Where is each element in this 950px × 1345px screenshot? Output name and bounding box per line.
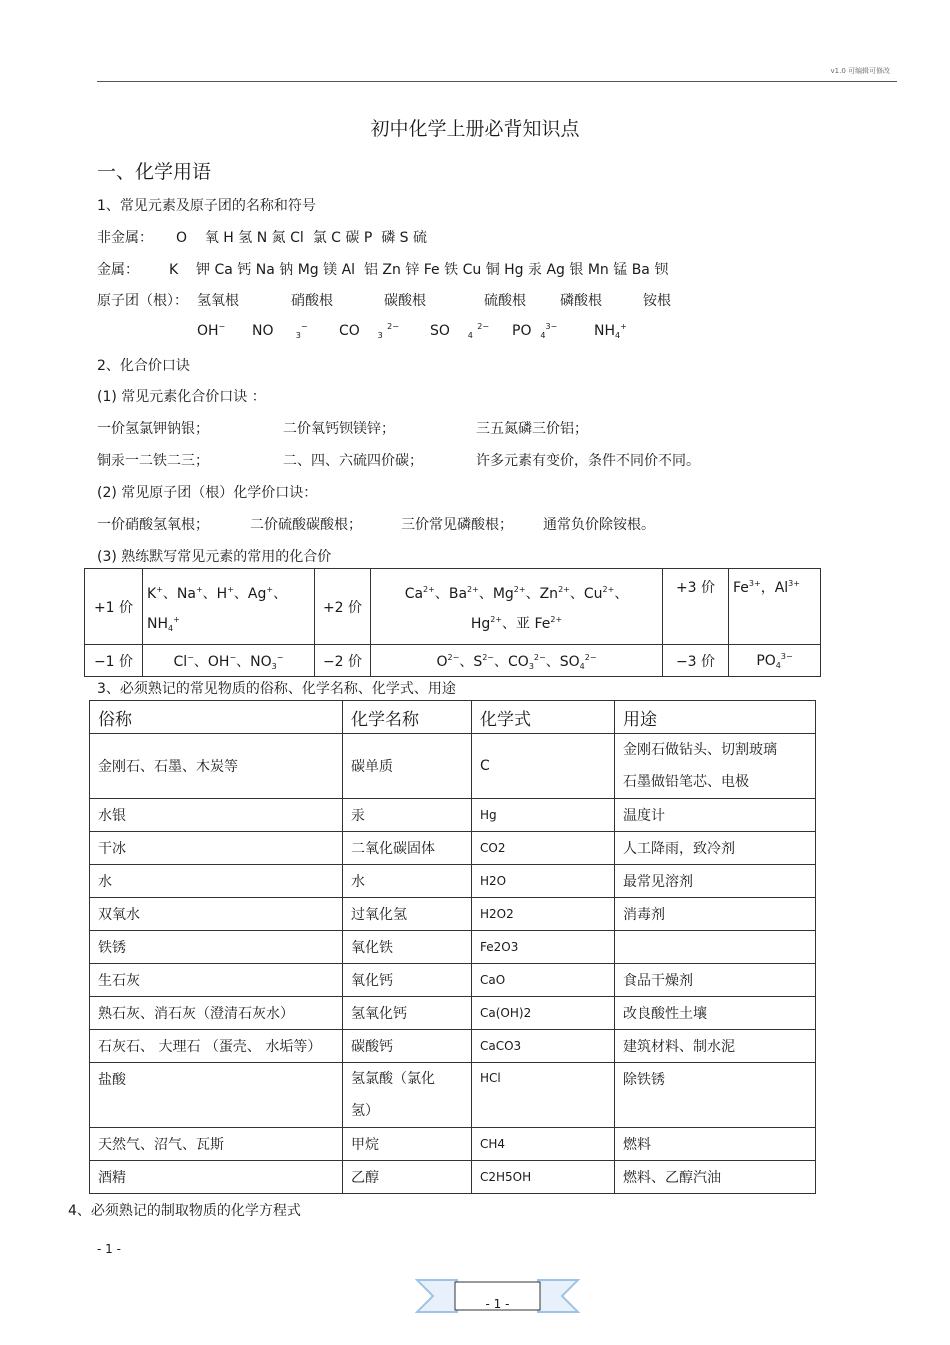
radical-formula-co3: CO $_3$ $^{2-}$ [339, 322, 399, 340]
radical-formula-nh4: $NH_4^+$ [594, 322, 627, 340]
minus2-ions: $O^{2-}$、$S^{2-}$、$CO_3^{2-}$、$SO_4^{2-}$ [371, 645, 663, 677]
plus2-label: +2 价 [315, 569, 371, 645]
plus3-label: +3 价 [663, 569, 729, 645]
minus1-ions: Cl−、OH−、$NO_3^-$ [143, 645, 315, 677]
radical-name-2: 硝酸根 [291, 293, 333, 309]
minus3-ions: $PO_4^{3-}$ [729, 645, 821, 677]
table-row: 金刚石、石墨、木炭等 碳单质 C 金刚石做钻头、切割玻璃 石墨做铅笔芯、电极 [90, 734, 816, 799]
section-heading: 一、化学用语 [97, 161, 212, 183]
valence-table [84, 568, 821, 677]
rhyme-1-2: 二价氧钙钡镁锌； [283, 421, 395, 437]
subheading-2: 2、化合价口诀 [97, 358, 190, 374]
radical-label: 原子团（根）： [97, 293, 188, 309]
nonmetal-label: 非金属： [97, 230, 153, 246]
header-formula: 化学式 [472, 701, 615, 734]
radical-rhyme-1: 一价硝酸氢氧根； [97, 517, 209, 533]
table-row: 熟石灰、消石灰（澄清石灰水） 氢氧化钙 Ca(OH)2 改良酸性土壤 [90, 997, 816, 1030]
header-common-name: 俗称 [90, 701, 343, 734]
rhyme-1-3: 三五氮磷三价铝； [476, 421, 588, 437]
rhyme-2-3: 许多元素有变价，条件不同价不同。 [476, 453, 700, 469]
radical-name-5: 磷酸根 [560, 293, 602, 309]
table-row: 双氧水 过氧化氢 H2O2 消毒剂 [90, 898, 816, 931]
radical-formula-so4: SO $_4$ $^{2-}$ [430, 322, 490, 340]
table-row: 水银 汞 Hg 温度计 [90, 799, 816, 832]
rhyme-2-2: 二、四、六硫四价碳； [283, 453, 423, 469]
table-row: 生石灰 氧化钙 CaO 食品干燥剂 [90, 964, 816, 997]
radical-formula-po4: PO $_4^{3-}$ [512, 322, 558, 340]
minus1-label: −1 价 [85, 645, 143, 677]
table-row: 酒精 乙醇 C2H5OH 燃料、乙醇汽油 [90, 1161, 816, 1194]
plus2-ions: $Ca^{2+}$、$Ba^{2+}$、$Mg^{2+}$、$Zn^{2+}$、$Cu^{2+}$、 $Hg^{2+}$、亚 $Fe^{2+}$ [371, 569, 663, 645]
minus2-label: −2 价 [315, 645, 371, 677]
subheading-4: 4、必须熟记的制取物质的化学方程式 [68, 1203, 301, 1219]
subheading-2-1: (1) 常见元素化合价口诀 ： [97, 389, 266, 405]
header-chemical-name: 化学名称 [343, 701, 472, 734]
radical-name-4: 硫酸根 [484, 293, 526, 309]
metal-label: 金属： [97, 262, 139, 278]
table-row: 盐酸 氢氯酸（氯化 氢） HCl 除铁锈 [90, 1063, 816, 1128]
nonmetal-row [97, 227, 153, 247]
subheading-1: 1、常见元素及原子团的名称和符号 [97, 198, 316, 214]
page-number: - 1 - [97, 1242, 121, 1256]
rhyme-2-1: 铜汞一二铁二三； [97, 453, 209, 469]
plus1-label: +1 价 [85, 569, 143, 645]
subheading-2-2: (2) 常见原子团（根）化学价口诀： [97, 485, 318, 501]
plus1-ions: K+、Na+、H+、Ag+、$NH_4^+$ [143, 569, 315, 645]
header-use: 用途 [615, 701, 816, 734]
subheading-2-3: (3) 熟练默写常见元素的常用的化合价 [97, 549, 332, 565]
header-rule [97, 81, 897, 82]
table-row: 干冰 二氧化碳固体 CO2 人工降雨，致冷剂 [90, 832, 816, 865]
radical-rhyme-2: 二价硫酸碳酸根； [250, 517, 362, 533]
rhyme-1-1: 一价氢氯钾钠银； [97, 421, 209, 437]
table-row: 石灰石、 大理石 （蛋壳、 水垢等） 碳酸钙 CaCO3 建筑材料、制水泥 [90, 1030, 816, 1063]
radical-name-3: 碳酸根 [384, 293, 426, 309]
table-row: 天然气、沼气、瓦斯 甲烷 CH4 燃料 [90, 1128, 816, 1161]
table-row: 水 水 H2O 最常见溶剂 [90, 865, 816, 898]
plus3-ions: $Fe^{3+}$，$Al^{3+}$ [729, 569, 821, 645]
substances-table [89, 700, 816, 1194]
subheading-3: 3、必须熟记的常见物质的俗称、化学名称、化学式、用途 [97, 681, 456, 697]
radical-name-1: 氢氧根 [197, 293, 239, 309]
nonmetal-items: O 氧 H 氢 N 氮 Cl 氯 C 碳 P 磷 S 硫 [176, 230, 427, 246]
radical-formula-oh: OH− [197, 322, 226, 339]
minus3-label: −3 价 [663, 645, 729, 677]
radical-formula-no3: NO $_3$− [252, 322, 308, 340]
footer-page-number: - 1 - [485, 1297, 510, 1311]
table-row: 铁锈 氧化铁 Fe2O3 [90, 931, 816, 964]
page-title: 初中化学上册必背知识点 [370, 118, 580, 140]
radical-rhyme-3: 三价常见磷酸根； [401, 517, 513, 533]
radical-name-6: 铵根 [643, 293, 671, 309]
metal-items: K 钾 Ca 钙 Na 钠 Mg 镁 Al 铝 Zn 锌 Fe 铁 Cu 铜 Hg 汞 Ag 银 Mn 锰 Ba 钡 [169, 262, 669, 278]
header-note: v1.0 可编辑可修改 [830, 67, 890, 75]
table-header-row [90, 701, 816, 734]
radical-rhyme-4: 通常负价除铵根。 [543, 517, 655, 533]
